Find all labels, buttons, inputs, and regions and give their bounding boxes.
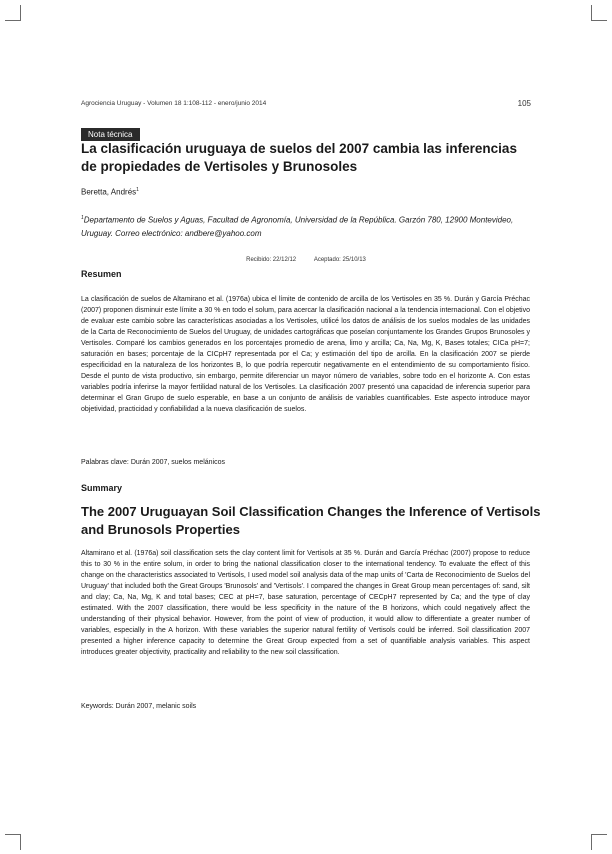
keywords-value: Durán 2007, suelos melánicos <box>130 459 225 466</box>
crop-mark <box>5 20 21 21</box>
resumen-text: La clasificación de suelos de Altamirano et al. (1976a) ubica el límite de contenido de arcilla de los Vertisoles en 35 %. Durán y García Préchac (2007) proponen disminuir este límite a 30 % en todo el solum, para acercar la clasificación nacional a la tendencia internacional. Con el objetivo de evaluar este cambio sobre las características asociadas a los Vertisoles, utilicé los datos de análisis de los suelos modales de las unidades de la Carta de Reconocimiento de Suelos del Uruguay, de unidades cartográficas que poseían conjuntamente los Grandes Grupos Brunosoles y Vertisoles. Comparé los cambios generados en los porcentajes promedio de arena, limo y arcilla; Ca, Na, Mg, K, Bases totales; CICa pH=7; saturación en bases; porcentaje de la CICpH7 representada por el Ca; y estimación del tipo de arcilla. En la clasificación 2007 se pierde especificidad en la naturaleza de los horizontes B, lo que podría repercutir negativamente en el entendimiento de su comportamiento físico. Desde el punto de vista productivo, sin embargo, permite diferenciar un mayor número de variables, sobre todo en el horizonte A. Con estas variables podría inferirse la mayor fertilidad natural de los Vertisoles. La clasificación 2007 presentó una capacidad de inferencia superior para determinar el Gran Grupo de suelo esperable, en base a un conjunto de análisis de variables cuantificables. Este aspecto introduce mayor objetividad, practicidad y confiabilidad a la nueva clasificación de suelos. <box>81 296 530 413</box>
title-spanish: La clasificación uruguaya de suelos del 2007 cambia las inferencias de propiedades de Vertisoles y Brunosoles <box>81 141 517 174</box>
crop-mark <box>591 834 592 850</box>
affiliation-mark: 1 <box>81 215 84 221</box>
crop-mark <box>591 20 607 21</box>
affiliation <box>81 212 541 240</box>
journal-citation: Agrociencia Uruguay - Volumen 18 1:108-112 - enero/junio 2014 <box>81 100 267 107</box>
keywords-label: Palabras clave: <box>81 459 129 466</box>
author-line <box>81 187 139 197</box>
article-type-badge: Nota técnica <box>81 128 140 141</box>
crop-mark <box>20 834 21 850</box>
author-name: Beretta, Andrés <box>81 187 137 197</box>
resumen-heading: Resumen <box>81 269 122 279</box>
page-number: 105 <box>517 99 531 108</box>
crop-mark <box>20 5 21 21</box>
accepted-date: Aceptado: 25/10/13 <box>313 257 366 263</box>
crop-mark <box>5 834 21 835</box>
summary-heading: Summary <box>81 483 123 493</box>
title-english: The 2007 Uruguayan Soil Classification Changes the Inference of Vertisols and Brunosols Properties <box>81 504 541 537</box>
keywords-value: Durán 2007, melanic soils <box>115 703 197 710</box>
affiliation-text: Departamento de Suelos y Aguas, Facultad de Agronomía, Universidad de la República. Garzón 780, 12900 Montevideo, Uruguay. Correo electrónico: andbere@yahoo.com <box>81 215 514 238</box>
received-date: Recibido: 22/12/12 <box>246 257 297 263</box>
crop-mark <box>591 5 592 21</box>
received-accepted-dates <box>0 257 612 263</box>
author-affiliation-mark: 1 <box>136 187 139 193</box>
keywords-spanish <box>81 459 225 466</box>
summary-text: Altamirano et al. (1976a) soil classification sets the clay content limit for Vertisols at 35 %. Durán and García Préchac (2007) propose to reduce this to 30 % in the entire solum, in order to bring the national classification closer to the international tendency. To evaluate the effect of this change on the characteristics associated to Vertisols, I used model soil analysis data of the map units of 'Carta de Reconocimiento de Suelos del Uruguay' that included both the Great Groups 'Brunosols' and 'Vertisols'. I compared the changes in Great Group mean percentages of: sand, silt and clay; Ca, Na, Mg, K and total bases; CEC at pH=7, base saturation, percentage of CECpH7 represented by Ca; and the type of clay estimated. With the 2007 classification, there would be less specificity in the nature of the B horizons, which could negatively affect the understanding of their physical behavior. However, from the point of view of production, it would allow to differentiate a greater number of variables, especially in the A horizon. With these variables the superior natural fertility of Vertisols could be inferred. Soil classification 2007 presented a higher inference capacity to determine the Great Group expected from a set of quantifiable analysis variables. This aspect introduces greater objectivity, practicality and reliability to the new soil classification. <box>81 550 530 656</box>
keywords-english <box>81 703 196 710</box>
keywords-label: Keywords: <box>81 703 114 710</box>
crop-mark <box>591 834 607 835</box>
